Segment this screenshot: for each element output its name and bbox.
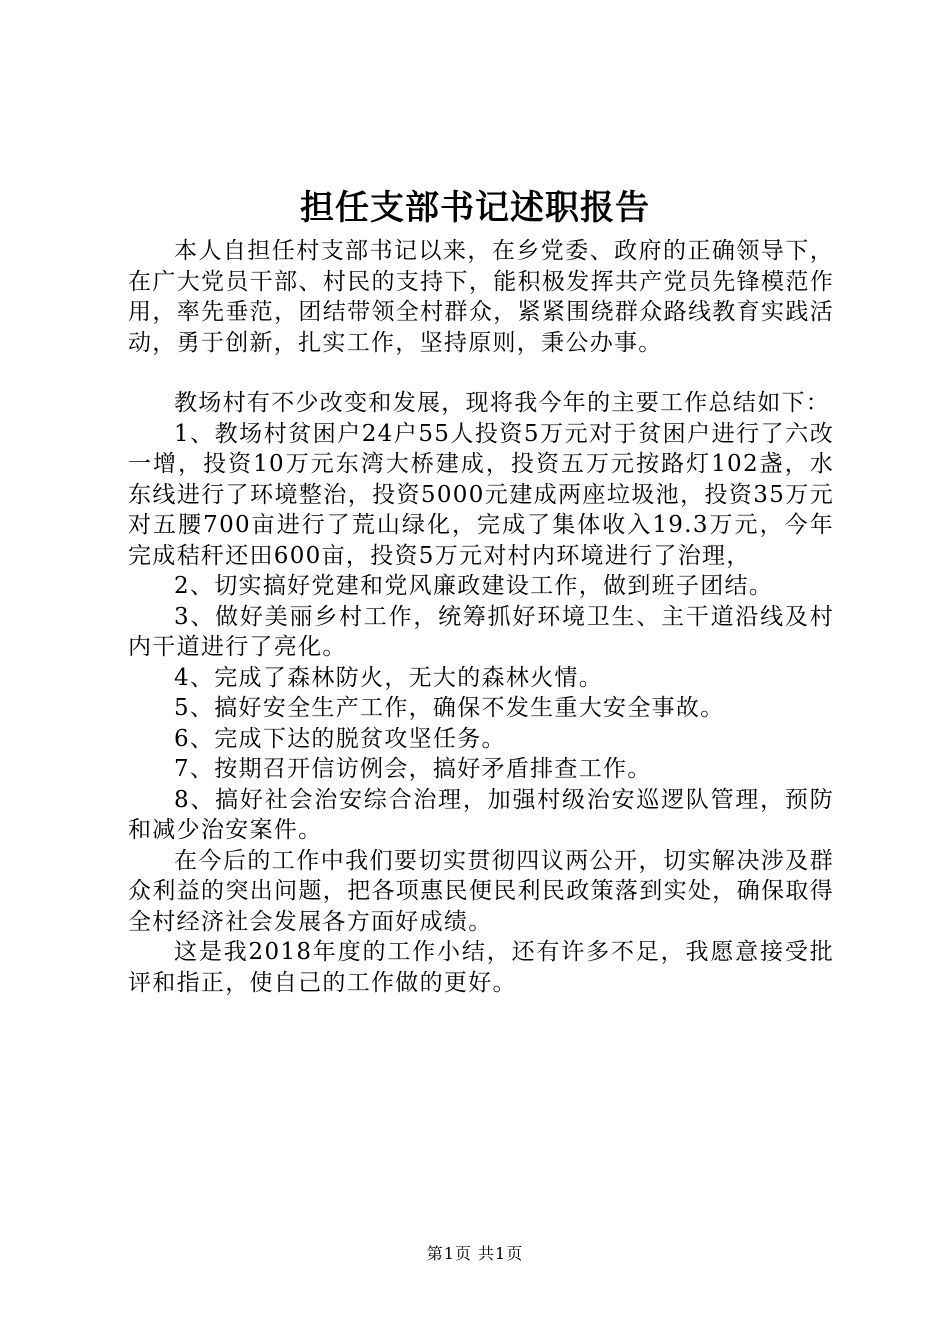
paragraph-future-work: 在今后的工作中我们要切实贯彻四议两公开，切实解决涉及群众利益的突出问题，把各项惠民便民利民政策落到实处，确保取得全村经济社会发展各方面好成绩。 [128, 847, 834, 935]
list-item-8: 8、搞好社会治安综合治理，加强村级治安巡逻队管理，预防和减少治安案件。 [128, 786, 834, 843]
document-body [128, 236, 834, 998]
paragraph-intro: 本人自担任村支部书记以来，在乡党委、政府的正确领导下，在广大党员干部、村民的支持下，能积极发挥共产党员先锋模范作用，率先垂范，团结带领全村群众，紧紧围绕群众路线教育实践活动，勇于创新，扎实工作，坚持原则，秉公办事。 [128, 238, 834, 356]
document-title: 担任支部书记述职报告 [300, 188, 650, 228]
list-item-7: 7、按期召开信访例会，搞好矛盾排查工作。 [174, 756, 652, 782]
list-item-3: 3、做好美丽乡村工作，统筹抓好环境卫生、主干道沿线及村内干道进行了亮化。 [128, 603, 834, 660]
list-item-5: 5、搞好安全生产工作，确保不发生重大安全事故。 [174, 695, 725, 721]
paragraph-summary-lead: 教场村有不少改变和发展，现将我今年的主要工作总结如下： [174, 390, 831, 416]
list-item-6: 6、完成下达的脱贫攻坚任务。 [174, 725, 506, 752]
page-number-footer: 第1页 共1页 [426, 1244, 524, 1263]
list-item-4: 4、完成了森林防火，无大的森林火情。 [174, 664, 604, 691]
list-item-1: 1、教场村贫困户24户55人投资5万元对于贫困户进行了六改一增，投资10万元东湾大桥建成，投资五万元按路灯102盏，水东线进行了环境整治，投资5000元建成两座垃圾池，投资35万元对五腰700亩进行了荒山绿化，完成了集体收入19.3万元，今年完成秸秆还田600亩，投资5万元对村内环境进行了治理， [128, 420, 834, 569]
list-item-2: 2、切实搞好党建和党风廉政建设工作，做到班子团结。 [174, 573, 774, 599]
paragraph-closing: 这是我2018年度的工作小结，还有许多不足，我愿意接受批评和指正，使自己的工作做的更好。 [128, 939, 834, 996]
